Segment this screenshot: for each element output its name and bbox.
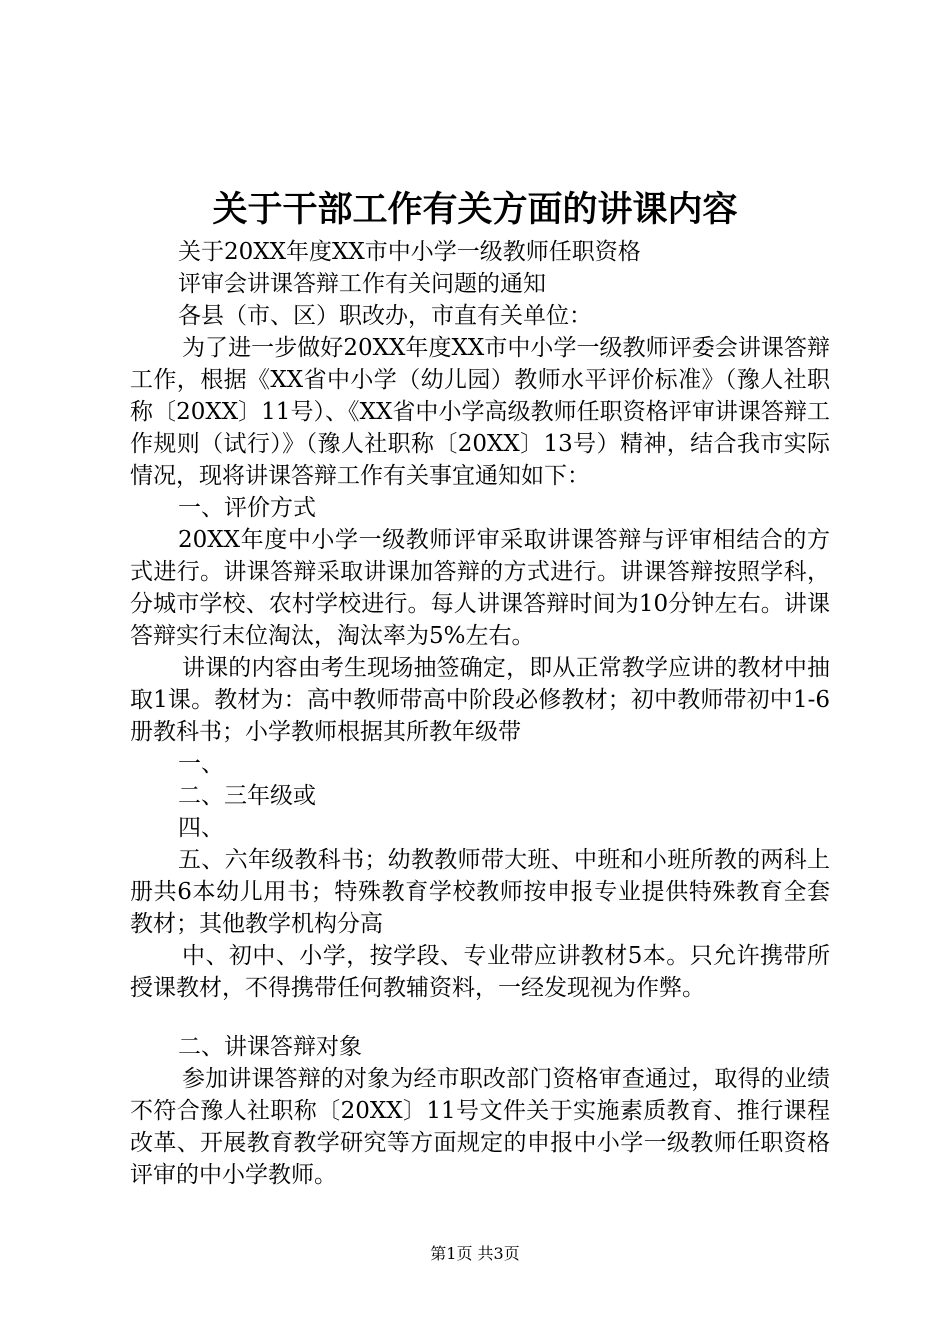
paragraph-candidates: 参加讲课答辩的对象为经市职改部门资格审查通过，取得的业绩不符合豫人社职称〔20XX〕11号文件关于实施素质教育、推行课程改革、开展教育教学研究等方面规定的申报中小学一级教师任职资格评审的中小学教师。 xyxy=(130,1066,830,1188)
paragraph-item-one: 一、 xyxy=(178,751,224,777)
document-body xyxy=(130,236,830,1191)
paragraph-intro: 为了进一步做好20XX年度XX市中小学一级教师评委会讲课答辩工作，根据《XX省中小学（幼儿园）教师水平评价标准》（豫人社职称〔20XX〕11号）、《XX省中小学高级教师任职资格评审讲课答辩工作规则（试行）》（豫人社职称〔20XX〕13号）精神，结合我市实际情况，现将讲课答辩工作有关事宜通知如下： xyxy=(130,335,830,489)
paragraph-notice-title-1: 关于20XX年度XX市中小学一级教师任职资格 xyxy=(178,239,641,265)
paragraph-notice-title-2: 评审会讲课答辩工作有关问题的通知 xyxy=(178,271,546,297)
paragraph-content: 讲课的内容由考生现场抽签确定，即从正常教学应讲的教材中抽取1课。教材为：高中教师带高中阶段必修教材；初中教师带初中1-6册教科书；小学教师根据其所教年级带 xyxy=(130,655,830,745)
section-heading-evaluation: 一、评价方式 xyxy=(178,495,316,521)
paragraph-salutation: 各县（市、区）职改办，市直有关单位： xyxy=(178,303,592,329)
paragraph-item-two-three: 二、三年级或 xyxy=(178,783,316,809)
paragraph-evaluation: 20XX年度中小学一级教师评审采取讲课答辩与评审相结合的方式进行。讲课答辩采取讲课加答辩的方式进行。讲课答辩按照学科，分城市学校、农村学校进行。每人讲课答辩时间为10分钟左右。讲课答辩实行末位淘汰，淘汰率为5%左右。 xyxy=(130,527,830,649)
page-title: 关于干部工作有关方面的讲课内容 xyxy=(212,189,738,230)
paragraph-materials: 中、初中、小学，按学段、专业带应讲教材5本。只允许携带所授课教材，不得携带任何教辅资料，一经发现视为作弊。 xyxy=(130,943,830,1001)
page-footer: 第1页 共3页 xyxy=(430,1244,520,1263)
paragraph-item-four: 四、 xyxy=(178,815,224,841)
paragraph-item-five-six: 五、六年级教科书；幼教教师带大班、中班和小班所教的两科上册共6本幼儿用书；特殊教育学校教师按申报专业提供特殊教育全套教材；其他教学机构分高 xyxy=(130,847,830,937)
section-heading-candidates: 二、讲课答辩对象 xyxy=(178,1034,362,1060)
